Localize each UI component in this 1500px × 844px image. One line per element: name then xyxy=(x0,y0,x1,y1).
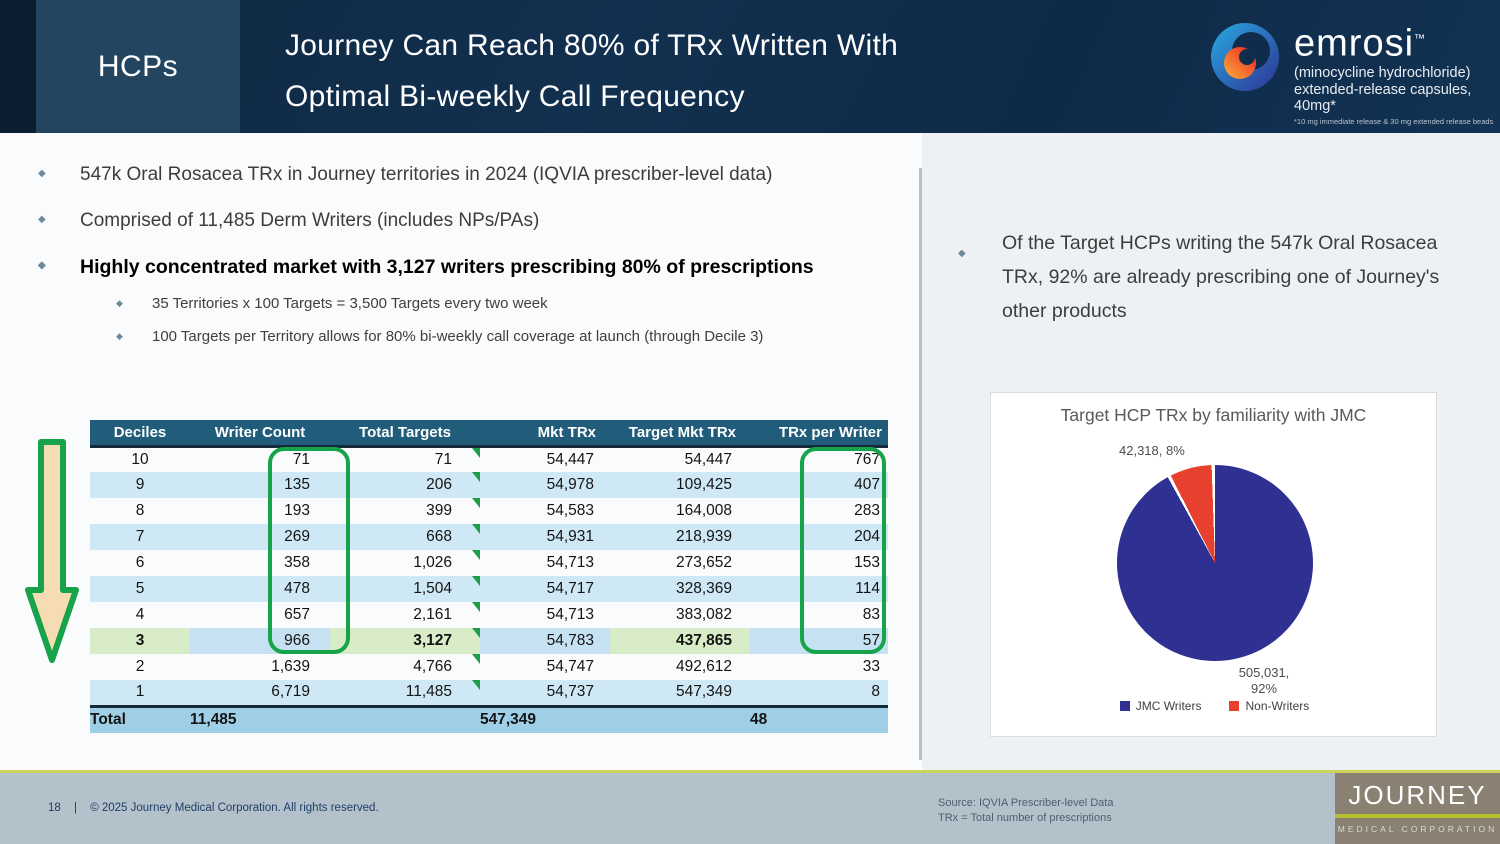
column-header-deciles: Deciles xyxy=(90,420,190,446)
deciles-table xyxy=(90,420,888,733)
comment-flag-icon xyxy=(472,524,480,534)
cell-decile: 2 xyxy=(135,658,145,675)
sub-bullet-item xyxy=(116,328,918,345)
cell-decile: 4 xyxy=(135,606,145,623)
cell-trx-per-writer: 33 xyxy=(862,658,880,675)
section-tab-hcps xyxy=(36,0,240,133)
emrosi-footnote: *10 mg immediate release & 30 mg extended release beads xyxy=(1294,116,1494,126)
comment-flag-icon xyxy=(472,654,480,664)
cell-mkt-trx: 54,447 xyxy=(546,450,594,468)
cell-total-mkt-trx: 547,349 xyxy=(480,706,610,733)
pie-chart-card xyxy=(990,392,1437,737)
page-title-line2: Optimal Bi-weekly Call Frequency xyxy=(285,80,745,113)
footer-separator: | xyxy=(74,802,77,814)
cell-mkt-trx: 54,583 xyxy=(546,502,594,519)
journey-logo-bar xyxy=(1335,814,1500,818)
copyright-text: © 2025 Journey Medical Corporation. All rights reserved. xyxy=(90,802,379,814)
bullet-icon: ◆ xyxy=(38,214,46,225)
cell-target-mkt-trx: 437,865 xyxy=(610,628,750,654)
cell-decile: 1 xyxy=(90,680,190,706)
cell-total-targets: 71 xyxy=(330,446,480,472)
footer-copyright xyxy=(48,802,379,814)
column-header-mkt-trx: Mkt TRx xyxy=(480,420,610,446)
cell-trx-per-writer: 283 xyxy=(854,502,880,519)
journey-logo xyxy=(1335,773,1500,844)
source-line: TRx = Total number of prescriptions xyxy=(938,812,1112,824)
pie-label-jmc-writers xyxy=(1204,665,1324,697)
cell-total-targets: 11,485 xyxy=(330,680,480,706)
cell-mkt-trx: 54,713 xyxy=(546,554,594,571)
cell-mkt-trx: 54,737 xyxy=(480,680,610,706)
emrosi-generic-name: (minocycline hydrochloride) xyxy=(1294,64,1471,81)
bullet-item xyxy=(952,226,1462,328)
table-row-decile-2 xyxy=(90,654,888,680)
cell-writer-count: 71 xyxy=(292,450,310,468)
comment-flag-icon xyxy=(472,576,480,586)
table-row-decile-4 xyxy=(90,602,888,628)
cell-decile: 10 xyxy=(131,450,149,468)
cell-writer-count: 657 xyxy=(284,606,310,623)
page-title xyxy=(285,20,898,122)
emrosi-form: extended-release capsules, 40mg* xyxy=(1294,81,1472,114)
bullet-icon: ◆ xyxy=(116,331,123,341)
emrosi-swirl-icon xyxy=(1208,20,1282,99)
cell-trx-per-writer: 114 xyxy=(750,576,888,602)
source-line: Source: IQVIA Prescriber-level Data xyxy=(938,797,1114,809)
cell-total-writer-count: 11,485 xyxy=(190,706,330,733)
sub-bullet-item xyxy=(116,295,918,312)
cell-mkt-trx: 54,931 xyxy=(480,524,610,550)
emrosi-logo xyxy=(1208,20,1500,126)
cell-decile: 6 xyxy=(135,554,145,571)
cell-trx-per-writer: 204 xyxy=(750,524,888,550)
column-header-trx-per-writer: TRx per Writer xyxy=(750,420,888,446)
cell-target-mkt-trx: 109,425 xyxy=(610,472,750,498)
cell-writer-count: 193 xyxy=(284,502,310,519)
pie-label-non-writers: 42,318, 8% xyxy=(1119,443,1185,458)
cell-trx-per-writer: 767 xyxy=(854,450,880,468)
trademark-symbol: ™ xyxy=(1414,33,1427,45)
pie-label-value: 505,031, xyxy=(1238,665,1290,680)
table-row-decile-8 xyxy=(90,498,888,524)
table-total-row xyxy=(90,706,888,733)
sub-bullet-text: 100 Targets per Territory allows for 80% bi-weekly call coverage at launch (through Decile 3) xyxy=(152,328,764,345)
comment-flag-icon xyxy=(472,602,480,612)
page-number: 18 xyxy=(48,802,61,814)
cell-mkt-trx: 54,717 xyxy=(480,576,610,602)
cell-target-mkt-trx: 383,082 xyxy=(675,606,732,623)
cell-total-targets: 668 xyxy=(330,524,480,550)
pie-label-percent: 92% xyxy=(1250,681,1278,696)
down-arrow-icon xyxy=(25,438,79,671)
page-title-line1: Journey Can Reach 80% of TRx Written With xyxy=(285,29,899,62)
cell-trx-per-writer: 8 xyxy=(750,680,888,706)
cell-total-target-mkt-trx xyxy=(610,706,750,733)
chart-title: Target HCP TRx by familiarity with JMC xyxy=(1060,405,1367,425)
legend-label: Non-Writers xyxy=(1245,699,1310,713)
bullet-text: Highly concentrated market with 3,127 writers prescribing 80% of prescriptions xyxy=(80,256,814,278)
cell-total-total-targets xyxy=(330,706,480,733)
pie-chart xyxy=(1117,465,1313,661)
sub-bullet-list xyxy=(116,295,918,345)
cell-total-targets: 4,766 xyxy=(330,654,480,680)
legend-item-jmc-writers xyxy=(1120,699,1202,713)
cell-target-mkt-trx: 218,939 xyxy=(610,524,750,550)
cell-writer-count: 269 xyxy=(190,524,330,550)
cell-total-trx-per-writer: 48 xyxy=(750,706,888,733)
vertical-divider xyxy=(919,168,922,760)
bullet-text: Of the Target HCPs writing the 547k Oral Rosacea TRx, 92% are already prescribing one of Journey's other products xyxy=(1002,232,1440,322)
comment-flag-icon xyxy=(472,472,480,482)
cell-writer-count: 1,639 xyxy=(271,658,310,675)
journey-logo-name: JOURNEY xyxy=(1348,780,1487,810)
cell-target-mkt-trx: 492,612 xyxy=(675,658,732,675)
comment-flag-icon xyxy=(472,498,480,508)
cell-mkt-trx: 54,713 xyxy=(546,606,594,623)
cell-total-label: Total xyxy=(90,706,190,733)
cell-writer-count: 478 xyxy=(190,576,330,602)
table-row-decile-3 xyxy=(90,628,888,654)
cell-total-targets: 1,504 xyxy=(330,576,480,602)
comment-flag-icon xyxy=(472,448,480,458)
bullet-text: Comprised of 11,485 Derm Writers (includes NPs/PAs) xyxy=(80,210,540,231)
cell-total-targets: 3,127 xyxy=(330,628,480,654)
comment-flag-icon xyxy=(472,550,480,560)
cell-total-targets: 1,026 xyxy=(330,550,480,576)
cell-trx-per-writer: 153 xyxy=(854,554,880,571)
bullet-icon: ◆ xyxy=(958,248,966,259)
bullet-item xyxy=(38,210,918,232)
cell-total-targets: 206 xyxy=(330,472,480,498)
chart-legend xyxy=(991,699,1438,713)
table-row-decile-6 xyxy=(90,550,888,576)
bullet-item-emphasis xyxy=(38,256,918,279)
cell-decile: 9 xyxy=(90,472,190,498)
table-row-decile-5 xyxy=(90,576,888,602)
cell-decile: 3 xyxy=(90,628,190,654)
cell-trx-per-writer: 83 xyxy=(862,606,880,623)
comment-flag-icon xyxy=(472,680,480,690)
legend-label: JMC Writers xyxy=(1135,699,1202,713)
footer-band xyxy=(0,770,1500,844)
cell-mkt-trx: 54,978 xyxy=(480,472,610,498)
comment-flag-icon xyxy=(472,628,480,638)
table-row-decile-1 xyxy=(90,680,888,706)
cell-target-mkt-trx: 328,369 xyxy=(610,576,750,602)
bullet-list xyxy=(38,164,918,361)
cell-mkt-trx: 54,747 xyxy=(546,658,594,675)
cell-target-mkt-trx: 164,008 xyxy=(675,502,732,519)
bullet-text: 547k Oral Rosacea TRx in Journey territories in 2024 (IQVIA prescriber-level data) xyxy=(80,164,773,185)
legend-swatch-red xyxy=(1229,701,1239,711)
cell-writer-count: 966 xyxy=(190,628,330,654)
footer-accent-line xyxy=(0,770,1500,773)
cell-mkt-trx: 54,783 xyxy=(480,628,610,654)
table-row-decile-10 xyxy=(90,446,888,472)
cell-decile: 5 xyxy=(90,576,190,602)
sub-bullet-text: 35 Territories x 100 Targets = 3,500 Targets every two week xyxy=(152,295,548,312)
cell-target-mkt-trx: 547,349 xyxy=(610,680,750,706)
cell-trx-per-writer: 407 xyxy=(750,472,888,498)
header-accent-strip xyxy=(0,0,36,133)
cell-total-targets: 2,161 xyxy=(330,602,480,628)
column-header-writer-count: Writer Count xyxy=(190,420,330,446)
table-row-decile-9 xyxy=(90,472,888,498)
source-note xyxy=(938,796,1113,826)
cell-total-targets: 399 xyxy=(330,498,480,524)
table-row-decile-7 xyxy=(90,524,888,550)
cell-writer-count: 358 xyxy=(284,554,310,571)
table-header-row xyxy=(90,420,888,446)
cell-decile: 7 xyxy=(90,524,190,550)
column-header-target-mkt-trx: Target Mkt TRx xyxy=(610,420,750,446)
legend-swatch-blue xyxy=(1120,701,1130,711)
journey-logo-subtitle: MEDICAL CORPORATION xyxy=(1337,824,1498,834)
cell-target-mkt-trx: 273,652 xyxy=(675,554,732,571)
section-tab-label: HCPs xyxy=(97,49,179,83)
cell-writer-count: 6,719 xyxy=(190,680,330,706)
emrosi-brand-name: emrosi™ xyxy=(1294,22,1427,65)
cell-writer-count: 135 xyxy=(190,472,330,498)
legend-item-non-writers xyxy=(1229,699,1309,713)
cell-decile: 8 xyxy=(135,502,145,519)
bullet-icon: ◆ xyxy=(116,298,123,308)
bullet-icon: ◆ xyxy=(38,168,46,179)
bullet-item xyxy=(38,164,918,186)
cell-target-mkt-trx: 54,447 xyxy=(684,450,732,468)
header-band xyxy=(0,0,1500,133)
cell-trx-per-writer: 57 xyxy=(750,628,888,654)
bullet-icon: ◆ xyxy=(38,260,46,271)
right-bullet-list xyxy=(952,226,1462,352)
column-header-total-targets: Total Targets xyxy=(330,420,480,446)
